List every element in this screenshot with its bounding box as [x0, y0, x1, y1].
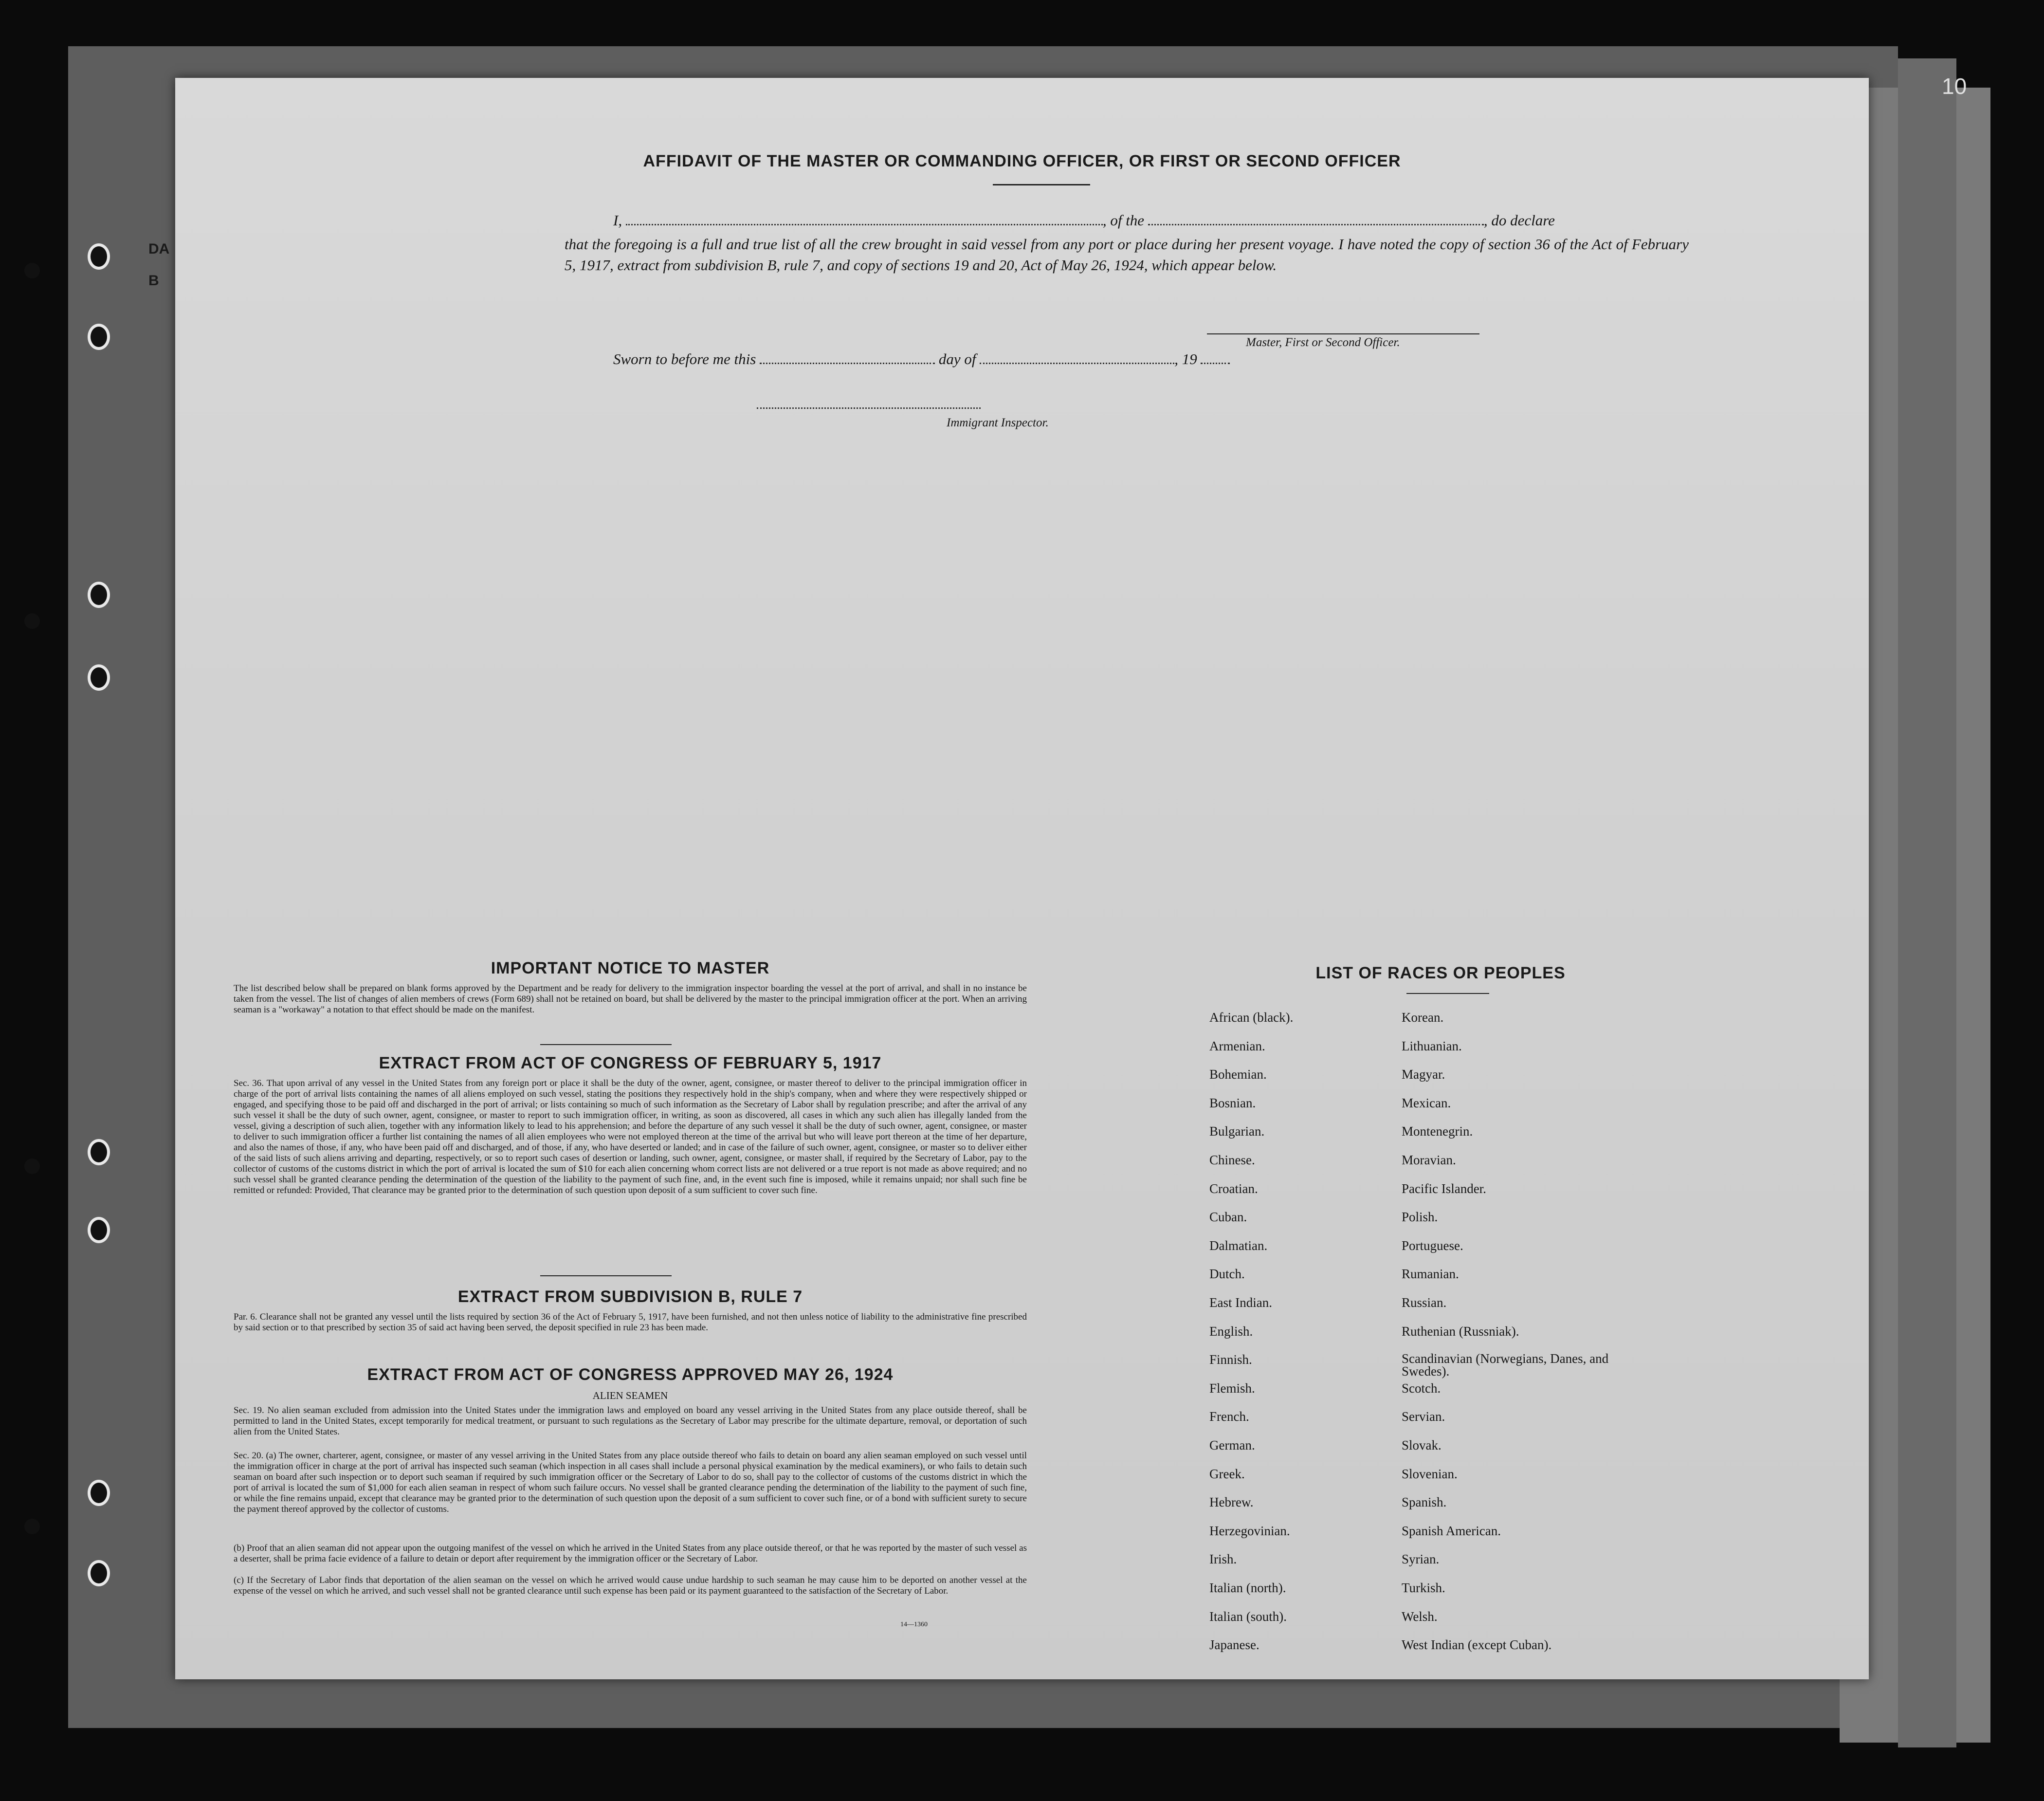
race-item: Bosnian.	[1209, 1095, 1256, 1110]
underlying-text-fragment: B	[148, 273, 159, 289]
extract-1924-sec20b: (b) Proof that an alien seaman did not appear upon the outgoing manifest of the vessel on which he arrived in the United States from any place outside thereof, or that he was reported by the master of such vessel as a deserter, shall be prima facie evidence of a failure to detain or deport after requirement by the immigration officer or the Secretary of Labor.	[234, 1543, 1027, 1564]
divider	[1406, 993, 1489, 994]
binder-mark	[24, 263, 40, 278]
extract-1917-body: Sec. 36. That upon arrival of any vessel in the United States from any foreign port or place it shall be the duty of the owner, agent, consignee, or master thereof to deliver to the principal immigration officer in charge of the port of arrival lists containing the names of all aliens employed on such vessel, stating the positions they respectively hold in the ship's company, when and where they were respectively shipped or engaged, and specifying those to be paid off and discharged in the port of arrival; or lists containing so much of such information as the Secretary of Labor shall by regulation prescribe; and after the arrival of any such vessel it shall be the duty of such owner, agent, consignee, or master to report to such immigration officer, in writing, as soon as discovered, all cases in which any such alien has illegally landed from the vessel, giving a description of such alien, together with any information likely to lead to his apprehension; and before the departure of any such vessel it shall be the duty of such owner, agent, consignee, or master to deliver to such immigration officer a further list containing the names of all alien employees who were not employed thereon at the time of the arrival but who will leave port thereon at the time of her departure, and also the names of those, if any, who have been paid off and discharged, and of those, if any, who have deserted or landed; and in case of the failure of such owner, agent, consignee, or master so to deliver either of the said lists of such aliens arriving and departing, respectively, or so to report such cases of desertion or landing, such owner, agent, consignee, or master shall, if required by the Secretary of Labor, pay to the collector of customs of the customs district in which the port of arrival is located the sum of $10 for each alien concerning whom correct lists are not delivered or a true report is not made as above required; and no such vessel shall be granted clearance pending the determination of the question of the liability to the payment of such fine, and, in the event such fine is imposed, while it remains unpaid; nor shall such fine be remitted or refunded: Provided, That clearance may be granted prior to the determination of such question upon deposit of a sum sufficient to cover such fine.	[234, 1078, 1027, 1195]
race-item: Croatian.	[1209, 1181, 1258, 1196]
notice-title: IMPORTANT NOTICE TO MASTER	[491, 959, 770, 977]
race-item: Scandinavian (Norwegians, Danes, and Swedes).	[1402, 1351, 1609, 1379]
underlying-text-fragment: DA	[148, 241, 170, 257]
race-item: Cuban.	[1209, 1210, 1247, 1225]
affidavit-title: AFFIDAVIT OF THE MASTER OR COMMANDING OFFICER, OR FIRST OR SECOND OFFICER	[643, 152, 1401, 170]
race-item: Slovenian.	[1402, 1466, 1458, 1481]
sworn-day-field[interactable]	[760, 363, 935, 364]
race-item: West Indian (except Cuban).	[1402, 1637, 1552, 1653]
sworn-year-field[interactable]	[1201, 363, 1230, 364]
race-item: East Indian.	[1209, 1295, 1272, 1310]
race-item: Rumanian.	[1402, 1267, 1459, 1282]
vessel-prefix: , of the	[1102, 212, 1145, 229]
extract-1924-title: EXTRACT FROM ACT OF CONGRESS APPROVED MAY 26, 1924	[367, 1365, 894, 1384]
race-item: Italian (north).	[1209, 1580, 1286, 1595]
race-item: Moravian.	[1402, 1153, 1456, 1167]
declarant-name-field[interactable]	[626, 224, 1103, 225]
punch-hole	[88, 1480, 110, 1506]
race-item: Bohemian.	[1209, 1067, 1267, 1082]
binder-mark	[24, 613, 40, 629]
extract-1924-sec20a: Sec. 20. (a) The owner, charterer, agent, consignee, or master of any vessel arriving in the United States from any place outside thereof who fails to detain on board any alien seaman employed on such vessel until the immigration officer in charge at the port of arrival has inspected such seaman (which inspection in all cases shall include a personal physical examination by the medical examiners), or who fails to detain such seaman on board after such inspection or to deport such seaman if required by such immigration officer or the Secretary of Labor to do so, shall pay to the collector of customs of the customs district in which the port of arrival is located the sum of $1,000 for each alien seaman in respect of whom such failure occurs. No vessel shall be granted clearance pending the determination of the liability to the payment of such fine, or while the fine remains unpaid, except that clearance may be granted prior to the determination of such question upon the deposit of a sum sufficient to cover such fine, or of a bond with sufficient surety to secure the payment thereof approved by the collector of customs.	[234, 1451, 1027, 1514]
vessel-name-field[interactable]	[1148, 224, 1484, 225]
punch-hole	[88, 1560, 110, 1586]
race-item: Magyar.	[1402, 1067, 1445, 1082]
race-item: Italian (south).	[1209, 1609, 1287, 1624]
race-item: Portuguese.	[1402, 1238, 1463, 1253]
extract-1924-subtitle: ALIEN SEAMEN	[592, 1390, 668, 1401]
race-item: Russian.	[1402, 1295, 1447, 1310]
race-item: Servian.	[1402, 1409, 1445, 1424]
race-item: African (black).	[1209, 1010, 1294, 1025]
sworn-line	[613, 350, 1230, 368]
punch-hole	[88, 1217, 110, 1243]
binder-mark	[24, 1519, 40, 1534]
race-item: Welsh.	[1402, 1609, 1438, 1624]
punch-hole	[88, 582, 110, 608]
inspector-label: Immigrant Inspector.	[947, 416, 1049, 429]
race-item: Japanese.	[1209, 1637, 1259, 1653]
race-item: Mexican.	[1402, 1095, 1451, 1110]
binder-mark	[24, 1158, 40, 1174]
race-item: Montenegrin.	[1402, 1124, 1473, 1139]
rule7-title: EXTRACT FROM SUBDIVISION B, RULE 7	[457, 1287, 803, 1306]
race-item: Bulgarian.	[1209, 1124, 1265, 1139]
form-sheet	[175, 78, 1869, 1679]
race-item: Spanish American.	[1402, 1523, 1501, 1538]
divider	[993, 184, 1090, 185]
underlying-page-edge-2	[1898, 58, 1956, 1747]
extract-1924-sec19: Sec. 19. No alien seaman excluded from admission into the United States under the immigration laws and employed on board any vessel arriving in the United States from any place outside thereof, shall be permitted to land in the United States, except temporarily for medical treatment, or pursuant to such regulations as the Secretary of Labor may prescribe for the ultimate departure, removal, or deportation of such alien from the United States.	[234, 1405, 1027, 1437]
divider	[540, 1275, 672, 1276]
page-number: 10	[1942, 74, 1967, 99]
punch-hole	[88, 1139, 110, 1165]
race-item: Turkish.	[1402, 1580, 1445, 1595]
race-item: Dutch.	[1209, 1267, 1245, 1282]
extract-1917-title: EXTRACT FROM ACT OF CONGRESS OF FEBRUARY 5, 1917	[379, 1054, 882, 1072]
rule7-body: Par. 6. Clearance shall not be granted any vessel until the lists required by section 36 of the Act of February 5, 1917, have been furnished, and not then unless notice of liability to the administrative fine prescribed by said section or to that prescribed by section 35 of said act having been served, the deposit specified in rule 23 has been made.	[234, 1312, 1027, 1333]
races-title: LIST OF RACES OR PEOPLES	[1315, 964, 1566, 982]
race-item: Spanish.	[1402, 1495, 1447, 1510]
punch-hole	[88, 664, 110, 691]
race-item: Herzegovinian.	[1209, 1523, 1290, 1538]
race-item: German.	[1209, 1438, 1255, 1452]
race-item: Dalmatian.	[1209, 1238, 1268, 1253]
race-item: Scotch.	[1402, 1380, 1441, 1396]
affidavit-declaration-line	[565, 212, 1684, 229]
signature-line[interactable]	[1207, 333, 1479, 334]
race-item: Chinese.	[1209, 1153, 1255, 1167]
race-item: Lithuanian.	[1402, 1038, 1462, 1053]
extract-1924-sec20c: (c) If the Secretary of Labor finds that deportation of the alien seaman on the vessel on which he arrived would cause undue hardship to such seaman he may cause him to be deported on another vessel at the expense of the vessel on which he arrived, and such vessel shall not be granted clearance until such expense has been paid or its payment guaranteed to the satisfaction of the Secretary of Labor.	[234, 1575, 1027, 1596]
race-item: Irish.	[1209, 1552, 1237, 1567]
inspector-signature-line[interactable]	[757, 406, 981, 409]
race-item: Slovak.	[1402, 1438, 1442, 1452]
sworn-day-label: day of	[938, 350, 976, 368]
divider	[540, 1044, 672, 1045]
race-item: Finnish.	[1209, 1352, 1252, 1367]
sworn-month-field[interactable]	[980, 363, 1174, 364]
race-item: English.	[1209, 1323, 1253, 1339]
race-item: Ruthenian (Russniak).	[1402, 1323, 1519, 1339]
declare-text: , do declare	[1483, 212, 1555, 229]
race-item: Korean.	[1402, 1010, 1444, 1025]
declarant-prefix: I,	[613, 212, 622, 229]
notice-body: The list described below shall be prepared on blank forms approved by the Department and be ready for delivery to the immigration inspector boarding the vessel at the port of arrival, and shall in no instance be taken from the vessel. The list of changes of alien members of crews (Form 689) shall not be retained on board, but shall be delivered by the master to the principal immigration officer at the port. When an arriving seaman is a "workaway" a notation to that effect should be made on the manifest.	[234, 983, 1027, 1015]
signature-label: Master, First or Second Officer.	[1246, 336, 1400, 349]
form-number: 14—1360	[900, 1621, 928, 1628]
punch-hole	[88, 243, 110, 270]
sworn-prefix: Sworn to before me this	[613, 350, 756, 368]
race-item: Polish.	[1402, 1210, 1438, 1225]
sworn-year-label: , 19	[1174, 350, 1197, 368]
race-item: French.	[1209, 1409, 1249, 1424]
punch-hole	[88, 324, 110, 350]
affidavit-body: that the foregoing is a full and true list of all the crew brought in said vessel from any port or place during her present voyage. I have noted the copy of section 36 of the Act of February 5, 1917, extract from subdivision B, rule 7, and copy of sections 19 and 20, Act of May 26, 1924, which appear below.	[565, 236, 1689, 274]
race-item: Armenian.	[1209, 1038, 1265, 1053]
race-item: Syrian.	[1402, 1552, 1440, 1567]
race-item: Flemish.	[1209, 1380, 1255, 1396]
race-item: Pacific Islander.	[1402, 1181, 1486, 1196]
race-item: Greek.	[1209, 1466, 1245, 1481]
race-item: Hebrew.	[1209, 1495, 1254, 1510]
